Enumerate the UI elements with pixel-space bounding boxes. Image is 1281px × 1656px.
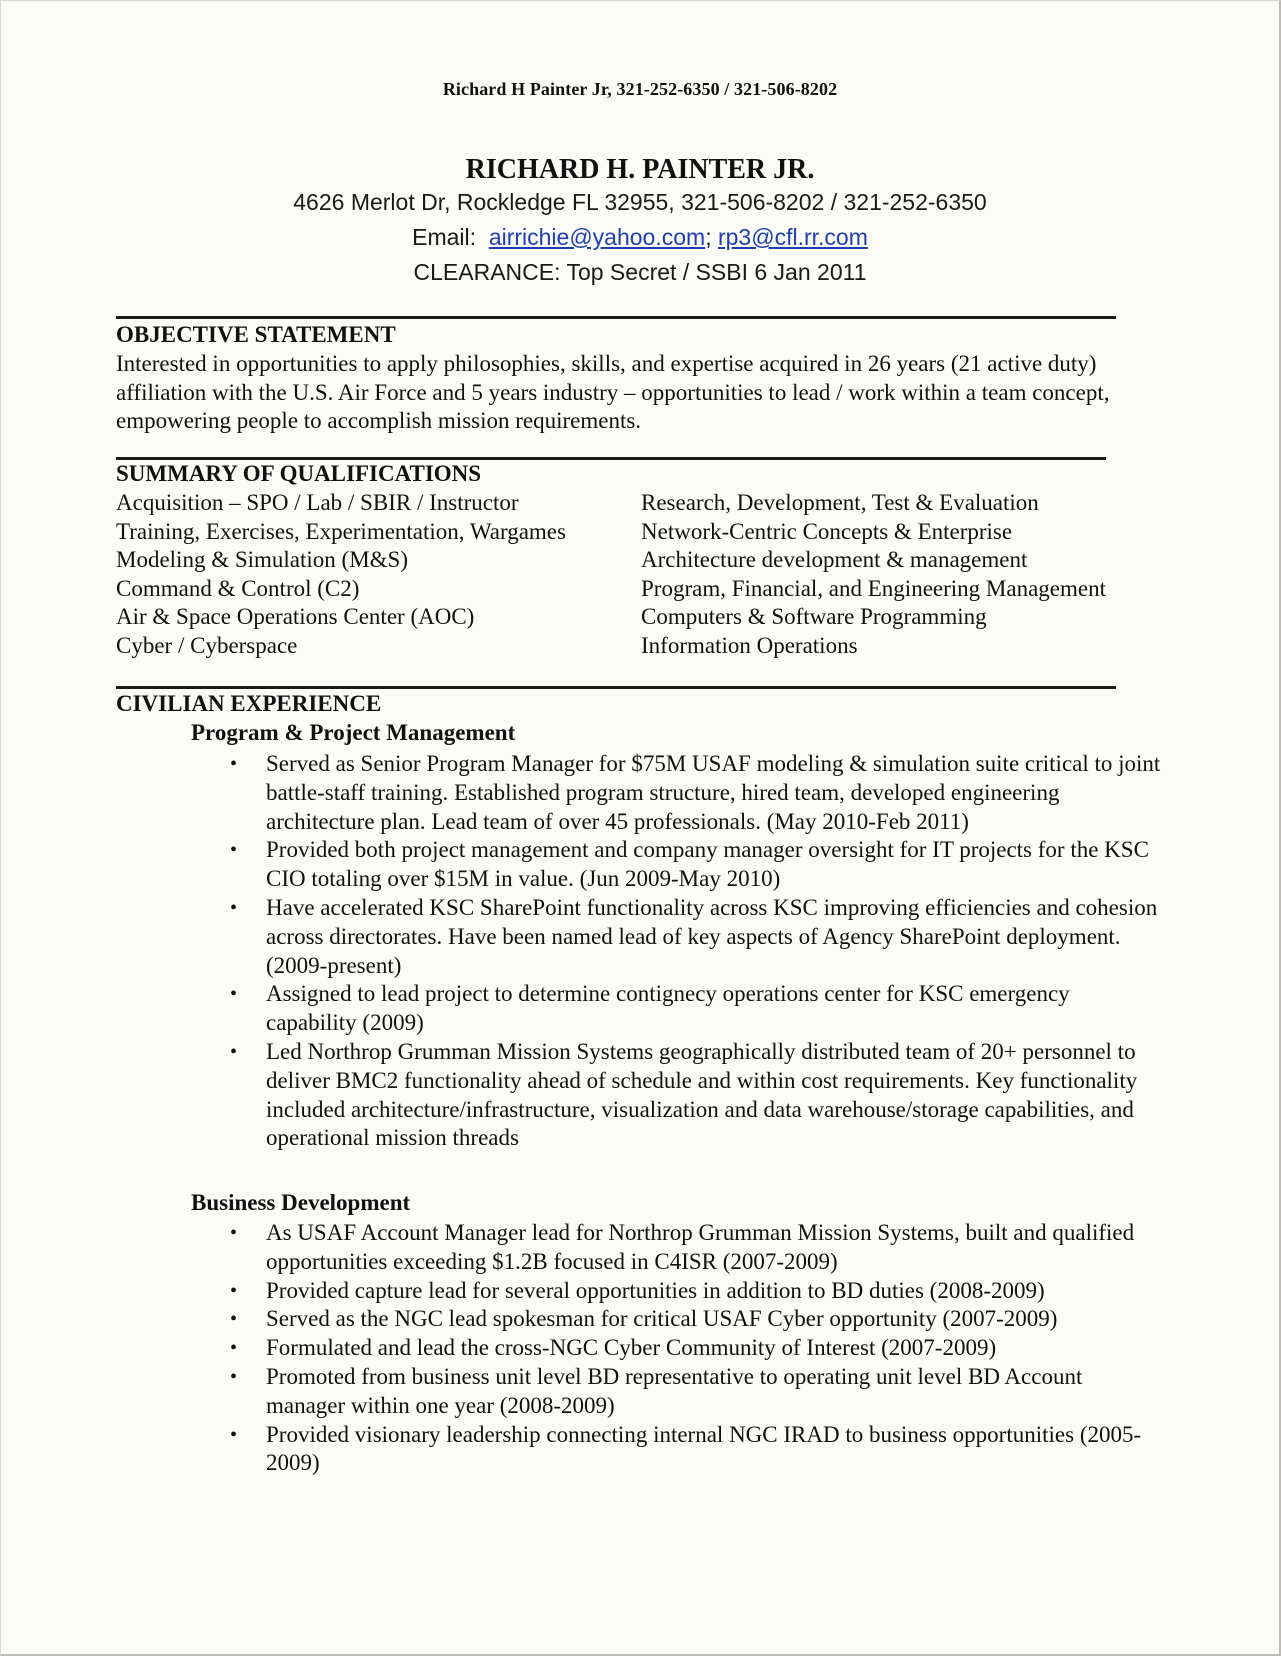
running-header: Richard H Painter Jr, 321-252-6350 / 321-506-8202 <box>442 79 838 99</box>
email-label: Email: <box>412 224 477 250</box>
qualification-item: Network-Centric Concepts & Enterprise <box>641 518 1013 544</box>
list-item: • Provided capture lead for several opportunities in addition to BD duties (2008-2009) <box>266 1277 1166 1306</box>
program-management-bullets <box>266 750 1166 1153</box>
email-separator: ; <box>705 224 712 250</box>
address-line: 4626 Merlot Dr, Rockledge FL 32955, 321-506-8202 / 321-252-6350 <box>293 189 987 215</box>
qualification-item: Architecture development & management <box>641 547 1028 572</box>
section-divider <box>116 316 1116 319</box>
email-link-primary[interactable]: airrichie@yahoo.com <box>488 224 706 250</box>
qualification-item: Modeling & Simulation (M&S) <box>116 547 408 572</box>
section-divider <box>116 686 1116 689</box>
list-item: • Have accelerated KSC SharePoint functionality across KSC improving efficiencies and cohesion across directorates. Have been named lead of key aspects of Agency SharePoint deployment. (2009-present) <box>266 894 1166 980</box>
clearance-line: CLEARANCE: Top Secret / SSBI 6 Jan 2011 <box>413 259 867 285</box>
qualification-item: Research, Development, Test & Evaluation <box>641 490 1039 515</box>
objective-text: Interested in opportunities to apply philosophies, skills, and expertise acquired in 26 years (21 active duty) affiliation with the U.S. Air Force and 5 years industry – opportunities to lead / work within a team concept, empowering people to accomplish mission requirements. <box>116 351 1110 433</box>
qualification-item: Program, Financial, and Engineering Management <box>641 575 1106 601</box>
list-item: • Assigned to lead project to determine contignecy operations center for KSC emergency capability (2009) <box>266 980 1166 1038</box>
list-item: • Provided both project management and company manager oversight for IT projects for the KSC CIO totaling over $15M in value. (Jun 2009-May 2010) <box>266 836 1166 894</box>
civilian-title: CIVILIAN EXPERIENCE <box>116 691 382 716</box>
list-item: • Led Northrop Grumman Mission Systems geographically distributed team of 20+ personnel to deliver BMC2 functionality ahead of schedule and within cost requirements. Key functionality included architecture/infrastructure, visualization and data warehouse/storage capabilities, and operational mission threads <box>266 1038 1166 1153</box>
list-item: • Served as Senior Program Manager for $75M USAF modeling & simulation suite critical to joint battle-staff training. Established program structure, hired team, developed engineering architecture plan. Lead team of over 45 professionals. (May 2010-Feb 2011) <box>266 750 1166 836</box>
business-development-subhead: Business Development <box>191 1190 411 1215</box>
qualification-item: Computers & Software Programming <box>641 604 987 629</box>
qualification-item: Command & Control (C2) <box>116 575 360 601</box>
list-item: • As USAF Account Manager lead for Northrop Grumman Mission Systems, built and qualified opportunities exceeding $1.2B focused in C4ISR (2007-2009) <box>266 1219 1166 1277</box>
section-divider <box>116 457 1106 460</box>
qualification-item: Training, Exercises, Experimentation, Wargames <box>116 518 566 544</box>
list-item: • Provided visionary leadership connecting internal NGC IRAD to business opportunities (2005-2009) <box>266 1421 1166 1479</box>
list-item: • Formulated and lead the cross-NGC Cyber Community of Interest (2007-2009) <box>266 1334 1166 1363</box>
qualifications-title: SUMMARY OF QUALIFICATIONS <box>116 461 482 486</box>
objective-title: OBJECTIVE STATEMENT <box>116 322 396 347</box>
qualification-item: Acquisition – SPO / Lab / SBIR / Instructor <box>116 490 519 515</box>
qualifications-left-column <box>116 489 566 660</box>
business-development-bullets <box>266 1219 1166 1478</box>
qualifications-right-column <box>641 489 1106 660</box>
program-management-subhead: Program & Project Management <box>191 720 516 745</box>
email-link-secondary[interactable]: rp3@cfl.rr.com <box>717 224 868 250</box>
qualification-item: Air & Space Operations Center (AOC) <box>116 604 475 629</box>
candidate-name: RICHARD H. PAINTER JR. <box>465 154 815 185</box>
qualification-item: Cyber / Cyberspace <box>116 632 298 658</box>
email-line <box>1 224 1279 251</box>
list-item: • Served as the NGC lead spokesman for critical USAF Cyber opportunity (2007-2009) <box>266 1305 1166 1334</box>
qualification-item: Information Operations <box>641 632 858 658</box>
list-item: • Promoted from business unit level BD representative to operating unit level BD Account manager within one year (2008-2009) <box>266 1363 1166 1421</box>
